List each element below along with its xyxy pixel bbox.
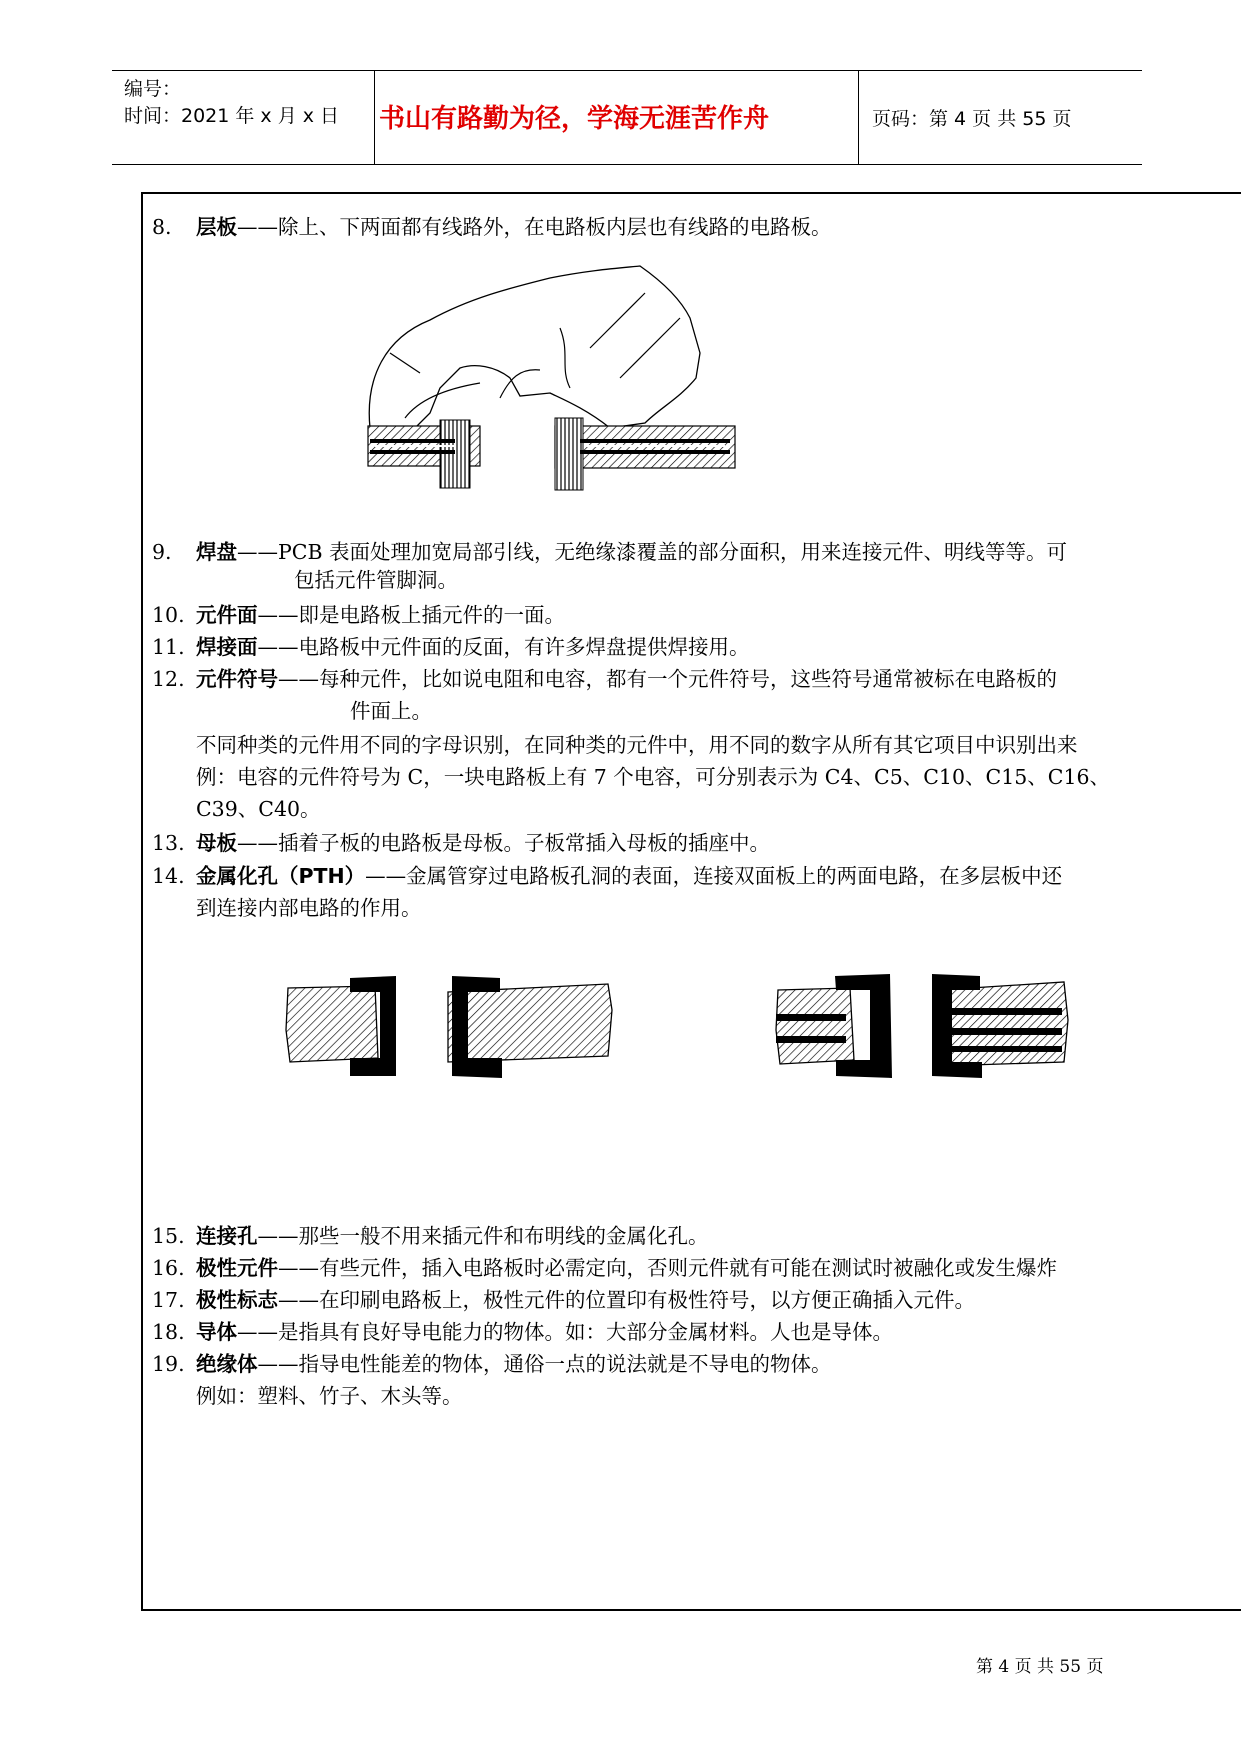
- definition: ——PCB 表面处理加宽局部引线，无绝缘漆覆盖的部分面积，用来连接元件、明线等等。可: [237, 540, 1068, 564]
- list-item: 17. 极性标志——在印刷电路板上，极性元件的位置印有极性符号，以方便正确插入元件。: [152, 1288, 975, 1312]
- term: 焊接面: [196, 635, 258, 659]
- page-header: [112, 70, 1142, 165]
- term: 金属化孔（PTH）: [196, 864, 366, 888]
- list-item: 8. 层板——除上、下两面都有线路外，在电路板内层也有线路的电路板。: [152, 215, 832, 239]
- multilayer-board-figure: [360, 258, 760, 498]
- definition-continued: 件面上。: [350, 699, 432, 723]
- definition: ——那些一般不用来插元件和布明线的金属化孔。: [257, 1224, 709, 1248]
- list-item: 15. 连接孔——那些一般不用来插元件和布明线的金属化孔。: [152, 1224, 709, 1248]
- definition-continued: 到连接内部电路的作用。: [196, 896, 422, 920]
- pth-figure: [280, 970, 1080, 1090]
- definition-continued: 包括元件管脚洞。: [294, 568, 458, 592]
- paragraph-line: 例：电容的元件符号为 C，一块电路板上有 7 个电容，可分别表示为 C4、C5、C10、C15、C16、: [196, 765, 1111, 789]
- definition: ——有些元件，插入电路板时必需定向，否则元件就有可能在测试时被融化或发生爆炸: [278, 1256, 1057, 1280]
- list-item: 9. 焊盘——PCB 表面处理加宽局部引线，无绝缘漆覆盖的部分面积，用来连接元件、明线等等。可: [152, 540, 1068, 564]
- header-divider-right: [858, 70, 859, 165]
- serial-label: 编号：: [124, 78, 182, 100]
- page-footer: 第 4 页 共 55 页: [976, 1657, 1104, 1677]
- header-bottom-rule: [112, 164, 1142, 165]
- header-top-rule: [112, 70, 1142, 71]
- term: 连接孔: [196, 1224, 258, 1248]
- list-item: 13. 母板——插着子板的电路板是母板。子板常插入母板的插座中。: [152, 831, 770, 855]
- header-meta: [124, 76, 339, 130]
- list-item: 19. 绝缘体——指导电性能差的物体，通俗一点的说法就是不导电的物体。: [152, 1352, 832, 1376]
- term: 层板: [196, 215, 237, 239]
- list-item: 11. 焊接面——电路板中元件面的反面，有许多焊盘提供焊接用。: [152, 635, 750, 659]
- list-item: 10. 元件面——即是电路板上插元件的一面。: [152, 603, 565, 627]
- definition: ——插着子板的电路板是母板。子板常插入母板的插座中。: [237, 831, 770, 855]
- term: 焊盘: [196, 540, 237, 564]
- definition: ——每种元件，比如说电阻和电容，都有一个元件符号，这些符号通常被标在电路板的: [278, 667, 1057, 691]
- term: 导体: [196, 1320, 237, 1344]
- definition: ——在印刷电路板上，极性元件的位置印有极性符号，以方便正确插入元件。: [278, 1288, 975, 1312]
- term: 元件面: [196, 603, 258, 627]
- list-item: 16. 极性元件——有些元件，插入电路板时必需定向，否则元件就有可能在测试时被融化或发生爆炸: [152, 1256, 1057, 1280]
- definition: ——除上、下两面都有线路外，在电路板内层也有线路的电路板。: [237, 215, 832, 239]
- time-label: 时间：2021 年 x 月 x 日: [124, 105, 340, 127]
- header-page-code: 页码：第 4 页 共 55 页: [872, 108, 1072, 130]
- list-item: 12. 元件符号——每种元件，比如说电阻和电容，都有一个元件符号，这些符号通常被标在电路板的: [152, 667, 1057, 691]
- term: 极性元件: [196, 1256, 278, 1280]
- header-motto: 书山有路勤为径，学海无涯苦作舟: [378, 104, 769, 134]
- paragraph-line: 不同种类的元件用不同的字母识别，在同种类的元件中，用不同的数字从所有其它项目中识别出来: [196, 733, 1078, 757]
- list-item: 14. 金属化孔（PTH）——金属管穿过电路板孔洞的表面，连接双面板上的两面电路，在多层板中还: [152, 864, 1063, 888]
- definition: ——是指具有良好导电能力的物体。如：大部分金属材料。人也是导体。: [237, 1320, 893, 1344]
- definition-continued: 例如：塑料、竹子、木头等。: [196, 1384, 463, 1408]
- term: 绝缘体: [196, 1352, 258, 1376]
- definition: ——指导电性能差的物体，通俗一点的说法就是不导电的物体。: [257, 1352, 832, 1376]
- term: 母板: [196, 831, 237, 855]
- term: 元件符号: [196, 667, 278, 691]
- list-item: 18. 导体——是指具有良好导电能力的物体。如：大部分金属材料。人也是导体。: [152, 1320, 893, 1344]
- paragraph-line: C39、C40。: [196, 797, 321, 821]
- term: 极性标志: [196, 1288, 278, 1312]
- definition: ——即是电路板上插元件的一面。: [257, 603, 565, 627]
- definition: ——金属管穿过电路板孔洞的表面，连接双面板上的两面电路，在多层板中还: [365, 864, 1063, 888]
- definition: ——电路板中元件面的反面，有许多焊盘提供焊接用。: [257, 635, 750, 659]
